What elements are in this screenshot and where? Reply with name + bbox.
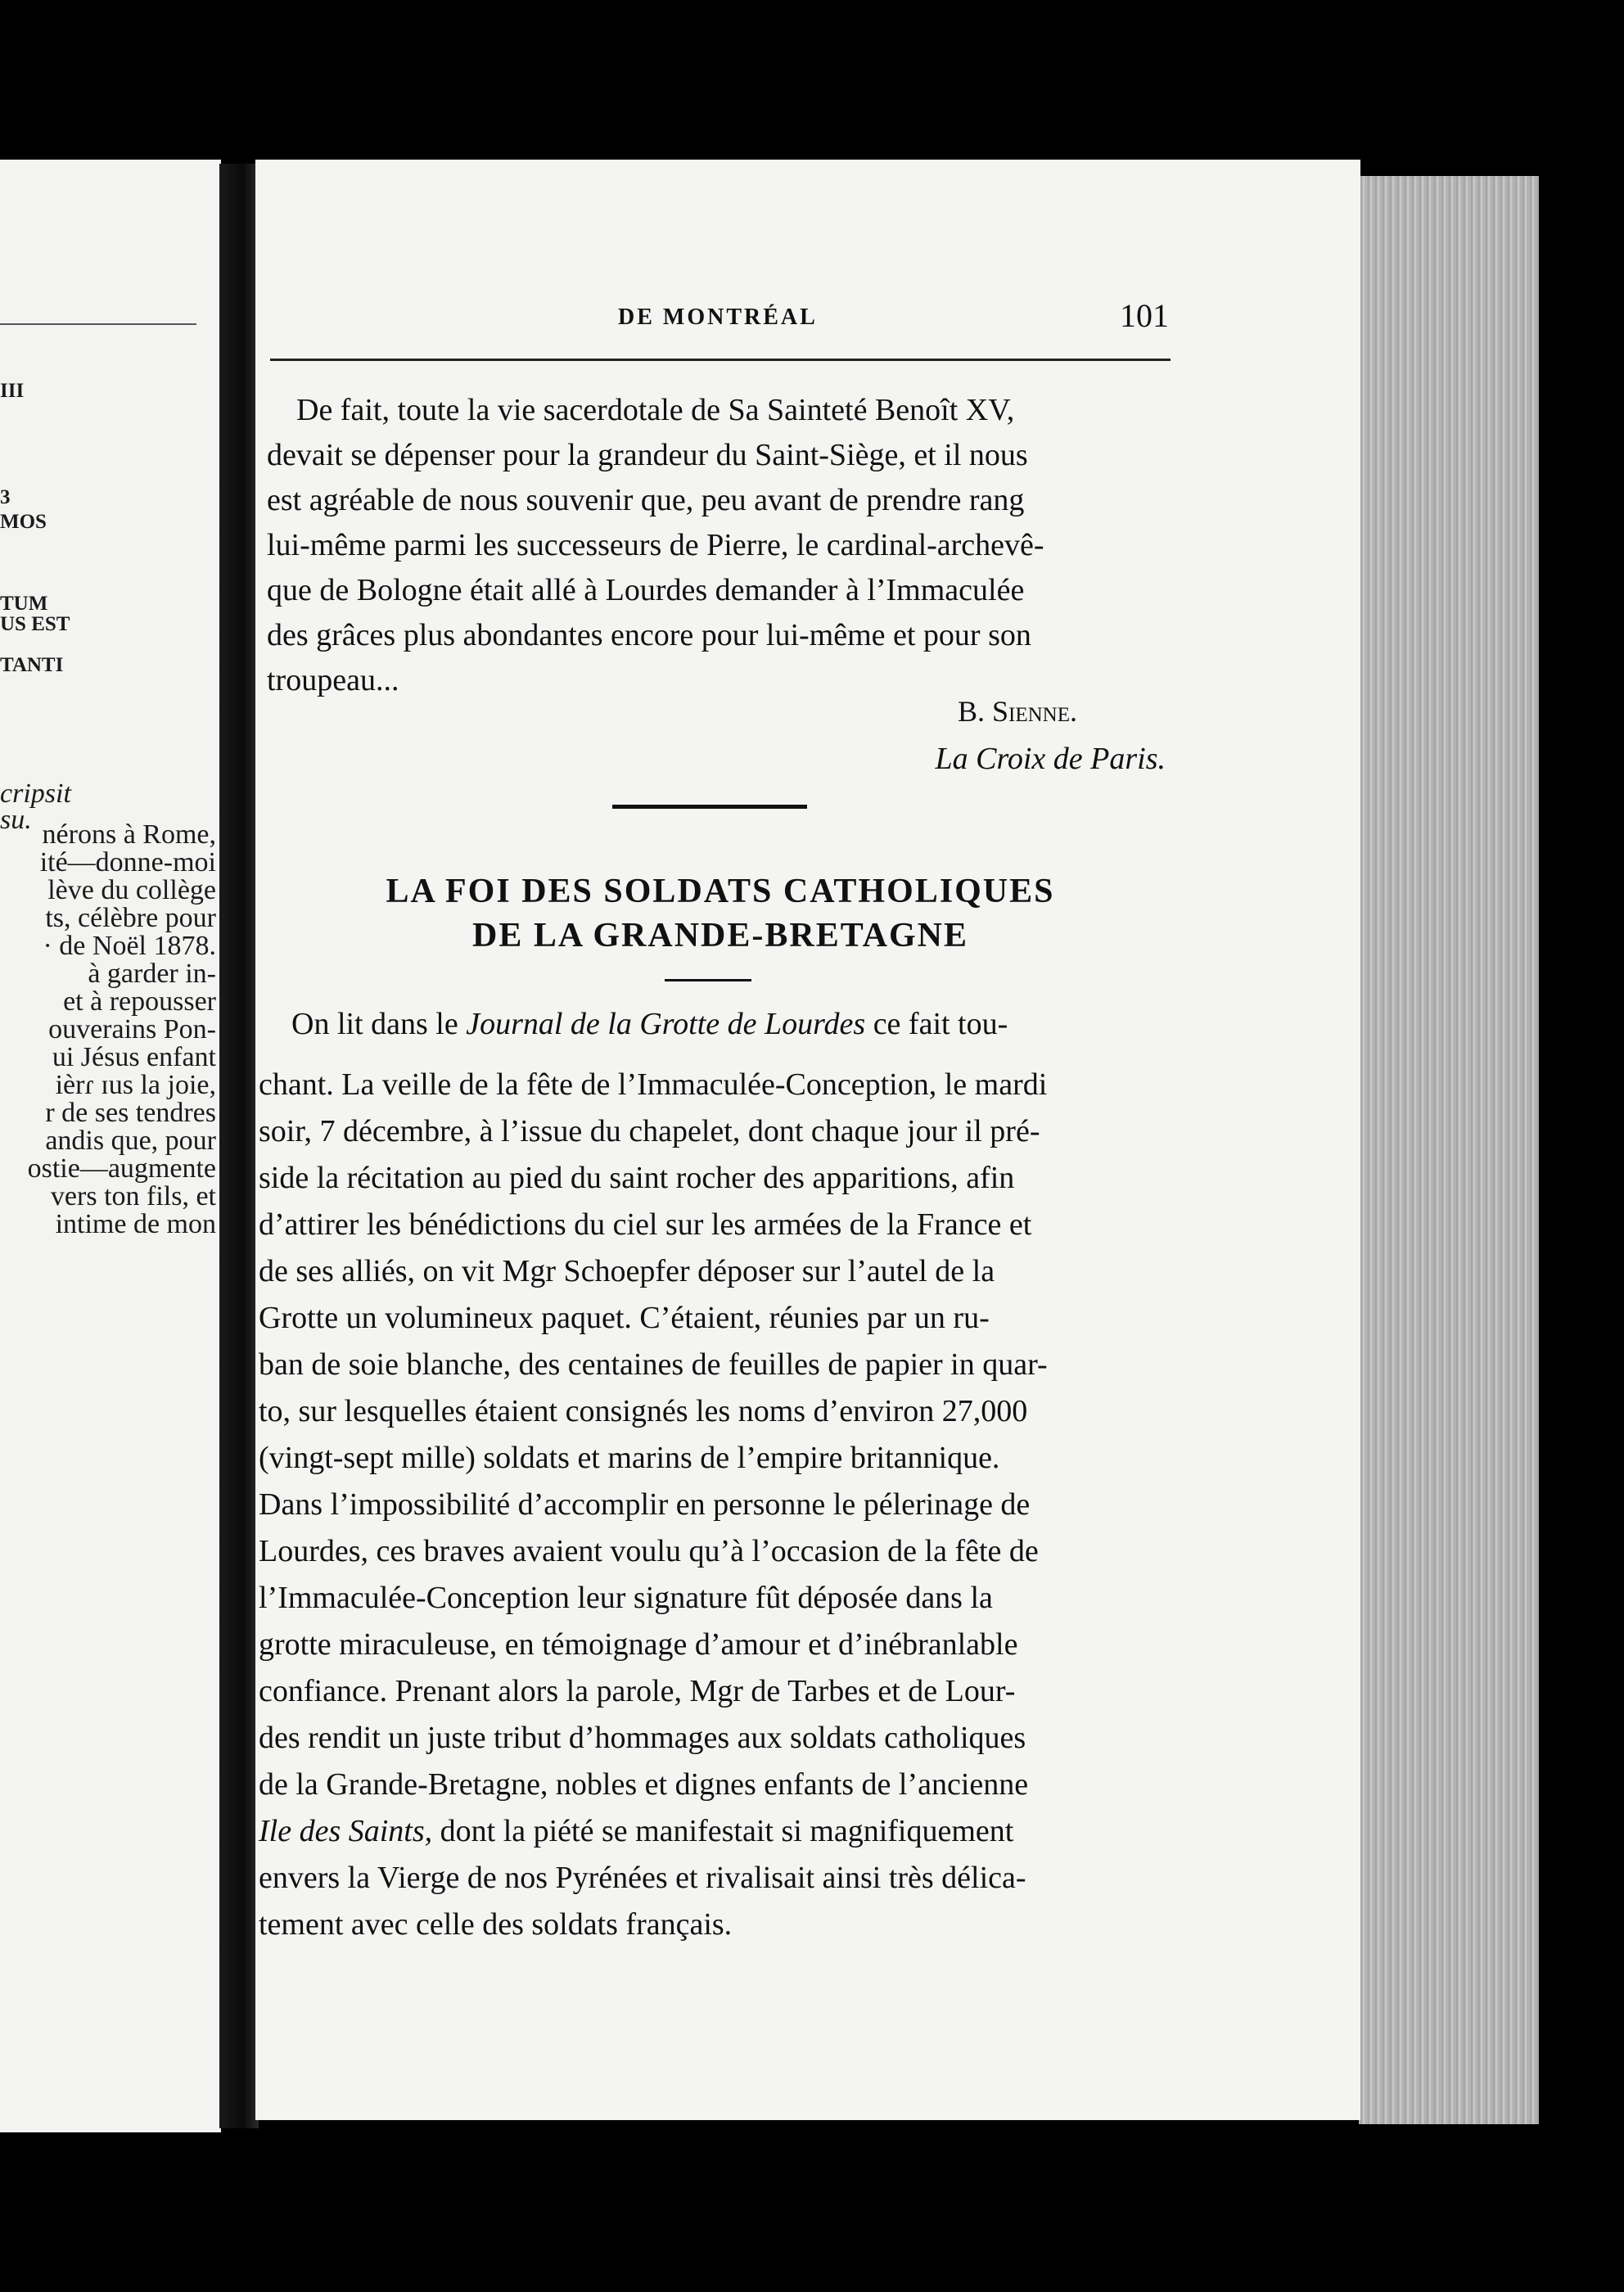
article-line: to, sur lesquelles étaient consignés les noms d’environ 27,000 [259,1394,1028,1428]
ile-des-saints: Ile des Saints, [259,1814,433,1848]
article-line: de ses alliés, on vit Mgr Schoepfer déposer sur l’autel de la [259,1254,995,1288]
article-italic-line [259,1816,1013,1847]
article-line: tement avec celle des soldats français. [259,1907,733,1942]
left-line-ending: ièrɾ ɪus la joie, [55,1070,216,1100]
body-line: De fait, toute la vie sacerdotale de Sa Sainteté Benoît XV, [296,393,1015,427]
left-line-ending: ité—donne-moi [39,847,216,878]
title-rule [665,979,751,981]
body-line: troupeau... [267,663,399,697]
article-title-line-2: DE LA GRANDE-BRETAGNE [472,917,968,954]
left-page-header-rule [0,323,196,325]
article-line: l’Immaculée-Conception leur signature fût déposée dans la [259,1581,993,1615]
body-line: devait se dépenser pour la grandeur du Saint-Siège, et il nous [267,438,1028,472]
left-line-ending: ouverains Pon- [48,1014,216,1044]
left-page [0,160,221,2132]
left-line-ending: ostie—augmente [27,1153,216,1184]
article-line: confiance. Prenant alors la parole, Mgr de Tarbes et de Lour- [259,1674,1016,1708]
left-italic-fragment: su. [0,805,32,835]
journal-title: Journal de la Grotte de Lourdes [466,1007,866,1041]
left-line-ending: ui Jésus enfant [52,1042,216,1072]
book-gutter [219,164,259,2128]
left-line-ending: intime de mon [55,1209,216,1239]
article-line: grotte miraculeuse, en témoignage d’amour et d’inébranlable [259,1627,1018,1662]
header-rule [270,359,1171,361]
article-separator [612,805,807,809]
article-title-line-1: LA FOI DES SOLDATS CATHOLIQUES [386,873,1055,910]
article-line: side la récitation au pied du saint rocher des apparitions, afin [259,1161,1015,1195]
left-line-ending: r de ses tendres [45,1098,216,1128]
italic-line-text: dont la piété se manifestait si magnifiquement [432,1814,1014,1848]
article-line: des rendit un juste tribut d’hommages aux soldats catholiques [259,1721,1026,1755]
left-line-ending: · de Noël 1878. [43,931,216,961]
body-line: que de Bologne était allé à Lourdes demander à l’Immaculée [267,573,1025,607]
left-line-ending: et à repousser [63,986,216,1017]
left-fragment: III [0,380,25,402]
left-line-ending: lève du collège [47,875,216,905]
article-first-line [291,1008,1008,1040]
first-line-text: On lit dans le [291,1007,467,1041]
article-line: soir, 7 décembre, à l’issue du chapelet, dont chaque jour il pré- [259,1114,1040,1148]
left-line-ending: ts, célèbre pour [45,903,216,933]
body-line: lui-même parmi les successeurs de Pierre, le cardinal-archevê- [267,528,1044,562]
left-line-ending: vers ton fils, et [50,1181,216,1211]
article-line: envers la Vierge de nos Pyrénées et rivalisait ainsi très délica- [259,1861,1026,1895]
left-fragment: TANTI [0,654,64,676]
article-line: Dans l’impossibilité d’accomplir en personne le pélerinage de [259,1487,1031,1522]
article-line: Lourdes, ces braves avaient voulu qu’à l’occasion de la fête de [259,1534,1039,1568]
author-signature: B. Sienne. [958,695,1078,728]
left-line-ending: à garder in- [88,959,216,989]
left-italic-fragment: cripsit [0,778,71,809]
left-fragment: 3 [0,486,11,508]
article-line: chant. La veille de la fête de l’Immaculée-Conception, le mardi [259,1067,1048,1102]
article-line: d’attirer les bénédictions du ciel sur les armées de la France et [259,1207,1032,1242]
source-citation: La Croix de Paris. [935,742,1166,776]
page-number: 101 [1120,297,1169,334]
left-fragment: US EST [0,613,70,635]
running-head: DE MONTRÉAL [618,305,818,330]
left-line-ending: nérons à Rome, [42,819,216,850]
left-fragment: TUM [0,593,48,615]
page-edges [1359,176,1539,2124]
left-line-ending: andis que, pour [45,1126,216,1156]
first-line-text-end: ce fait tou- [865,1007,1008,1041]
article-line: Grotte un volumineux paquet. C’étaient, réunies par un ru- [259,1301,990,1335]
article-line: ban de soie blanche, des centaines de feuilles de papier in quar- [259,1347,1048,1382]
article-line: de la Grande-Bretagne, nobles et dignes enfants de l’ancienne [259,1767,1029,1802]
article-line: (vingt-sept mille) soldats et marins de l’empire britannique. [259,1441,1000,1475]
left-fragment: MOS [0,511,47,533]
body-line: est agréable de nous souvenir que, peu avant de prendre rang [267,483,1025,517]
body-line: des grâces plus abondantes encore pour lui-même et pour son [267,618,1031,652]
